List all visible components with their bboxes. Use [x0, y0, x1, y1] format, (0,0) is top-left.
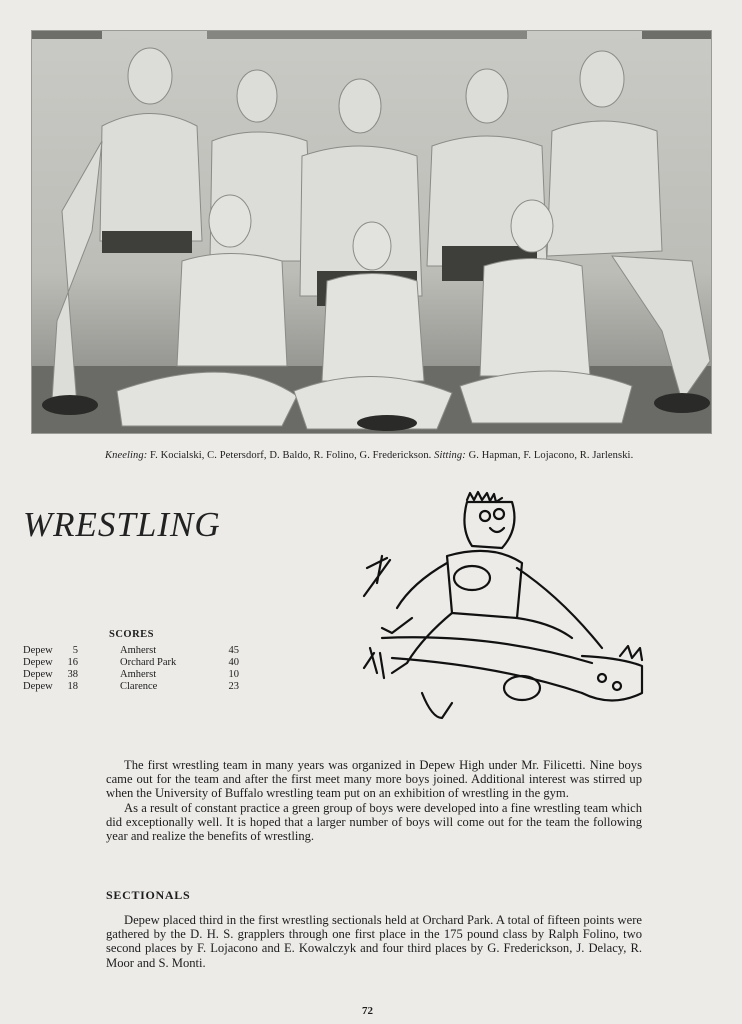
team-name: Depew [23, 645, 53, 656]
photo-caption [105, 450, 645, 463]
wrestling-cartoon [352, 488, 652, 728]
sectionals-body [106, 913, 642, 970]
body-paragraph: The first wrestling team in many years was organized in Depew High under Mr. Filicetti. Nine boys came out for the team and after the first meet many more boys joined. Additional interest was stirred up when the University of Buffalo wrestling team put on an exhibition of wrestling in the gym. [106, 758, 642, 801]
caption-kneeling-label: Kneeling: [105, 450, 148, 461]
page-title: WRESTLING [23, 505, 221, 544]
team-name: Depew [23, 681, 53, 692]
score-row [23, 645, 253, 657]
opponent-name: Amherst [120, 669, 157, 680]
score-row [23, 681, 253, 693]
opponent-name: Clarence [120, 681, 158, 692]
team-name: Depew [23, 657, 53, 668]
caption-sitting-label: Sitting: [434, 450, 466, 461]
page-number: 72 [362, 1005, 373, 1017]
team-photo-icon [32, 31, 711, 433]
team-score: 5 [72, 645, 78, 656]
score-row [23, 669, 253, 681]
team-score: 38 [67, 669, 78, 680]
opponent-score: 40 [228, 657, 239, 668]
sectionals-heading: SECTIONALS [106, 888, 191, 902]
team-score: 16 [67, 657, 78, 668]
team-score: 18 [67, 681, 78, 692]
team-photo [31, 30, 712, 434]
team-name: Depew [23, 669, 53, 680]
caption-kneeling-names: F. Kocialski, C. Petersdorf, D. Baldo, R. Folino, G. Frederickson. [147, 450, 435, 461]
opponent-score: 45 [228, 645, 239, 656]
caption-sitting-names: G. Hapman, F. Lojacono, R. Jarlenski. [465, 450, 634, 461]
wrestlers-drawing-icon [352, 488, 652, 728]
score-row [23, 657, 253, 669]
opponent-score: 10 [228, 669, 239, 680]
opponent-score: 23 [228, 681, 239, 692]
sectionals-paragraph: Depew placed third in the first wrestling sectionals held at Orchard Park. A total of fifteen points were gathered by the D. H. S. grapplers through one first place in the 175 pound class by Ralph Folino, two second places by F. Lojacono and E. Kowalczyk and four third places by G. Frederickson, J. Delacy, R. Moor and S. Monti. [106, 913, 642, 970]
article-body [106, 758, 642, 843]
scores-heading: SCORES [109, 629, 155, 640]
opponent-name: Orchard Park [120, 657, 177, 668]
body-paragraph: As a result of constant practice a green group of boys were developed into a fine wrestling team which did exceptionally well. It is hoped that a larger number of boys will come out for the team the following year and realize the benefits of wrestling. [106, 800, 642, 844]
opponent-name: Amherst [120, 645, 157, 656]
